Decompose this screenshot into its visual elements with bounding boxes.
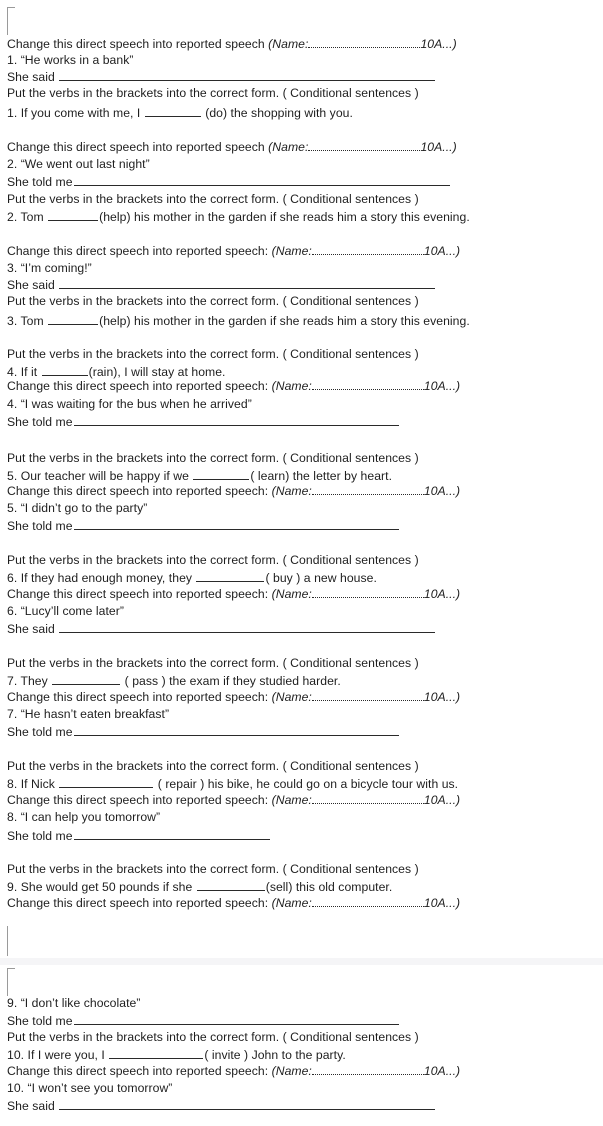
answer-blank[interactable] — [59, 277, 435, 289]
answer-blank[interactable] — [74, 828, 270, 840]
answer-line-4: She told me — [7, 414, 400, 430]
verb-blank[interactable] — [52, 673, 120, 685]
answer-line-5: She told me — [7, 518, 400, 534]
name-blank[interactable] — [312, 896, 424, 907]
reported-speech-heading-3: Change this direct speech into reported speech: (Name: 10A...) — [7, 244, 461, 258]
conditional-sentence-7: 7. They ( pass ) the exam if they studied harder. — [7, 674, 341, 688]
worksheet-page-2 — [0, 965, 603, 1126]
verb-blank[interactable] — [196, 570, 264, 582]
reported-speech-heading-2: Change this direct speech into reported speech (Name: 10A...) — [7, 140, 457, 154]
reported-speech-heading-9: Change this direct speech into reported speech: (Name: 10A...) — [7, 896, 461, 910]
reported-speech-heading-4: Change this direct speech into reported speech: (Name: 10A...) — [7, 379, 461, 393]
page-corner-mark — [7, 926, 8, 956]
answer-blank[interactable] — [59, 621, 435, 633]
verb-blank[interactable] — [48, 209, 98, 221]
answer-blank[interactable] — [59, 69, 435, 81]
verb-blank[interactable] — [42, 364, 88, 376]
conditional-heading-9: Put the verbs in the brackets into the correct form. ( Conditional sentences ) — [7, 862, 419, 876]
answer-line-1: She said — [7, 69, 436, 85]
page-corner-mark — [7, 968, 8, 996]
quote-7: 7. “He hasn’t eaten breakfast” — [7, 707, 170, 721]
answer-line-8: She told me — [7, 828, 271, 844]
reported-speech-heading-7: Change this direct speech into reported speech: (Name: 10A...) — [7, 690, 461, 704]
conditional-sentence-4: 4. If it (rain), I will stay at home. — [7, 365, 226, 379]
quote-2: 2. “We went out last night” — [7, 157, 150, 171]
conditional-heading-6: Put the verbs in the brackets into the correct form. ( Conditional sentences ) — [7, 553, 419, 567]
name-blank[interactable] — [312, 484, 424, 495]
conditional-heading-4: Put the verbs in the brackets into the correct form. ( Conditional sentences ) — [7, 347, 419, 361]
verb-blank[interactable] — [197, 879, 265, 891]
conditional-heading-1: Put the verbs in the brackets into the correct form. ( Conditional sentences ) — [7, 86, 419, 100]
conditional-sentence-8: 8. If Nick ( repair ) his bike, he could go on a bicycle tour with us. — [7, 777, 459, 791]
conditional-heading-3: Put the verbs in the brackets into the correct form. ( Conditional sentences ) — [7, 294, 419, 308]
conditional-sentence-9: 9. She would get 50 pounds if she (sell) this old computer. — [7, 880, 393, 894]
verb-blank[interactable] — [193, 468, 249, 480]
answer-blank[interactable] — [74, 724, 399, 736]
conditional-heading-7: Put the verbs in the brackets into the correct form. ( Conditional sentences ) — [7, 656, 419, 670]
reported-speech-heading-10: Change this direct speech into reported speech: (Name: 10A...) — [7, 1064, 461, 1078]
answer-line-10: She said — [7, 1098, 436, 1114]
answer-line-7: She told me — [7, 724, 400, 740]
answer-blank[interactable] — [74, 174, 450, 186]
reported-speech-heading-5: Change this direct speech into reported speech: (Name: 10A...) — [7, 484, 461, 498]
reported-speech-heading-8: Change this direct speech into reported speech: (Name: 10A...) — [7, 793, 461, 807]
conditional-sentence-10: 10. If I were you, I ( invite ) John to the party. — [7, 1048, 346, 1062]
conditional-sentence-1: 1. If you come with me, I (do) the shopping with you. — [7, 106, 353, 120]
conditional-sentence-3: 3. Tom (help) his mother in the garden if she reads him a story this evening. — [7, 314, 470, 328]
name-blank[interactable] — [312, 690, 424, 701]
name-blank[interactable] — [312, 244, 424, 255]
answer-line-6: She said — [7, 621, 436, 637]
conditional-heading-2: Put the verbs in the brackets into the correct form. ( Conditional sentences ) — [7, 192, 419, 206]
quote-3: 3. “I’m coming!” — [7, 261, 92, 275]
reported-speech-heading-1: Change this direct speech into reported speech (Name: 10A...) — [7, 37, 457, 51]
name-blank[interactable] — [312, 587, 424, 598]
quote-8: 8. “I can help you tomorrow” — [7, 810, 161, 824]
answer-line-2: She told me — [7, 174, 451, 190]
conditional-heading-5: Put the verbs in the brackets into the correct form. ( Conditional sentences ) — [7, 451, 419, 465]
answer-blank[interactable] — [74, 1013, 399, 1025]
name-blank[interactable] — [312, 793, 424, 804]
conditional-heading-8: Put the verbs in the brackets into the correct form. ( Conditional sentences ) — [7, 759, 419, 773]
quote-5: 5. “I didn’t go to the party” — [7, 501, 148, 515]
reported-speech-heading-6: Change this direct speech into reported speech: (Name: 10A...) — [7, 587, 461, 601]
quote-10: 10. “I won’t see you tomorrow” — [7, 1081, 173, 1095]
name-blank[interactable] — [312, 379, 424, 390]
verb-blank[interactable] — [48, 313, 98, 325]
conditional-sentence-5: 5. Our teacher will be happy if we ( learn) the letter by heart. — [7, 469, 393, 483]
quote-9: 9. “I don’t like chocolate” — [7, 996, 141, 1010]
name-blank[interactable] — [308, 37, 420, 48]
quote-1: 1. “He works in a bank” — [7, 53, 134, 67]
name-blank[interactable] — [312, 1064, 424, 1075]
answer-line-9: She told me — [7, 1013, 400, 1029]
verb-blank[interactable] — [145, 105, 201, 117]
conditional-heading-10: Put the verbs in the brackets into the correct form. ( Conditional sentences ) — [7, 1030, 419, 1044]
answer-blank[interactable] — [59, 1098, 435, 1110]
verb-blank[interactable] — [59, 776, 153, 788]
page-corner-mark — [7, 7, 8, 35]
quote-6: 6. “Lucy’ll come later” — [7, 604, 124, 618]
name-blank[interactable] — [308, 140, 420, 151]
conditional-sentence-2: 2. Tom (help) his mother in the garden if she reads him a story this evening. — [7, 210, 470, 224]
answer-blank[interactable] — [74, 414, 399, 426]
quote-4: 4. “I was waiting for the bus when he arrived” — [7, 397, 252, 411]
answer-blank[interactable] — [74, 518, 399, 530]
conditional-sentence-6: 6. If they had enough money, they ( buy ) a new house. — [7, 571, 377, 585]
answer-line-3: She said — [7, 277, 436, 293]
verb-blank[interactable] — [109, 1047, 203, 1059]
